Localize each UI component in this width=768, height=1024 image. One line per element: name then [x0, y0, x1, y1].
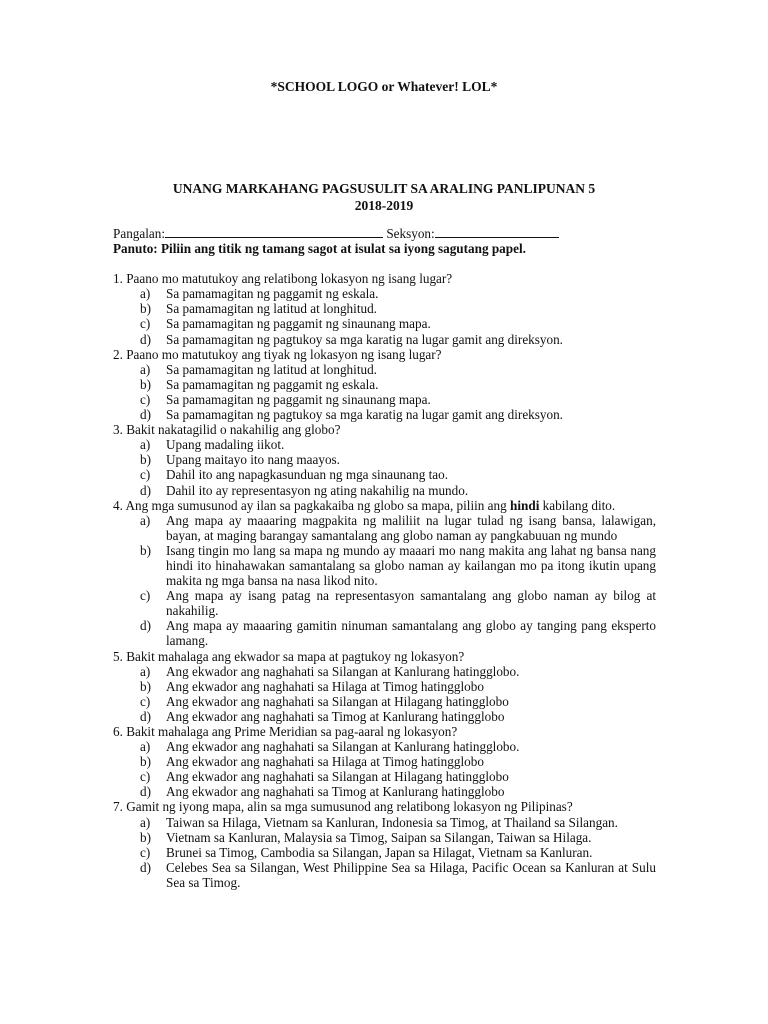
- option-letter: c): [140, 316, 151, 332]
- option-letter: a): [140, 512, 151, 528]
- option-letter: d): [140, 618, 151, 634]
- option-letter: d): [140, 784, 151, 800]
- option-letter: c): [140, 693, 151, 709]
- answer-option: [113, 316, 656, 331]
- answer-option: [113, 332, 656, 347]
- option-text: Taiwan sa Hilaga, Vietnam sa Kanluran, Indonesia sa Timog, at Thailand sa Silangan.: [166, 814, 618, 830]
- option-text: Ang ekwador ang naghahati sa Timog at Kanlurang hatingglobo: [166, 784, 505, 800]
- answer-option: [113, 769, 656, 784]
- option-text: Vietnam sa Kanluran, Malaysia sa Timog, Saipan sa Silangan, Taiwan sa Hilaga.: [166, 829, 592, 845]
- option-text: Brunei sa Timog, Cambodia sa Silangan, Japan sa Hilagat, Vietnam sa Kanluran.: [166, 844, 593, 860]
- answer-option: [113, 513, 656, 543]
- option-text: Sa pamamagitan ng paggamit ng sinaunang mapa.: [166, 391, 431, 407]
- question-2: 2. Paano mo matutukoy ang tiyak ng lokasyon ng isang lugar?: [113, 346, 442, 362]
- option-text: Ang ekwador ang naghahati sa Silangan at Kanlurang hatingglobo.: [166, 739, 520, 755]
- option-text: Ang mapa ay maaaring magpakita ng maliliit na lugar tulad ng isang bansa, lalawigan, bayan, at maging barangay samantalang ang globo naman ay pangkabuuan ng mundo: [166, 512, 656, 543]
- option-text: Celebes Sea sa Silangan, West Philippine Sea sa Hilaga, Pacific Ocean sa Kanluran at Sulu Sea sa Timog.: [166, 859, 656, 890]
- option-letter: d): [140, 407, 151, 423]
- option-letter: c): [140, 467, 151, 483]
- option-letter: b): [140, 678, 151, 694]
- option-text: Sa pamamagitan ng latitud at longhitud.: [166, 301, 377, 317]
- answer-option: [113, 860, 656, 890]
- question-4: [113, 498, 656, 513]
- option-text: Ang ekwador ang naghahati sa Silangan at Hilagang hatingglobo: [166, 693, 509, 709]
- question-1: 1. Paano mo matutukoy ang relatibong lokasyon ng isang lugar?: [113, 271, 453, 287]
- question-emphasis: hindi: [510, 497, 540, 513]
- answer-option: [113, 286, 656, 301]
- option-text: Isang tingin mo lang sa mapa ng mundo ay maaari mo nang makita ang lahat ng bansa nang hindi ito hinahawakan samantalang sa globo naman ay kailangan mo pa itong ikutin upang makita ng mga bansa na nasa likod nito.: [166, 542, 656, 589]
- option-text: Sa pamamagitan ng pagtukoy sa mga karatig na lugar gamit ang direksyon.: [166, 331, 563, 347]
- option-letter: b): [140, 829, 151, 845]
- option-text: Ang mapa ay isang patag na representasyon samantalang ang globo naman ay bilog at nakahilig.: [166, 588, 656, 619]
- exam-title: UNANG MARKAHANG PAGSUSULIT SA ARALING PANLIPUNAN 5: [172, 181, 596, 196]
- answer-option: [113, 407, 656, 422]
- answer-option: [113, 483, 656, 498]
- answer-option: [113, 754, 656, 769]
- answer-option: [113, 452, 656, 467]
- option-letter: d): [140, 331, 151, 347]
- option-letter: a): [140, 663, 151, 679]
- question-list: [113, 271, 656, 890]
- option-text: Ang ekwador ang naghahati sa Hilaga at Timog hatingglobo: [166, 678, 484, 694]
- answer-option: [113, 392, 656, 407]
- option-letter: b): [140, 542, 151, 558]
- option-letter: a): [140, 361, 151, 377]
- answer-option: [113, 467, 656, 482]
- option-text: Dahil ito ay representasyon ng ating nakahilig na mundo.: [166, 482, 469, 498]
- exam-body: [113, 226, 656, 890]
- answer-option: [113, 784, 656, 799]
- option-letter: c): [140, 588, 151, 604]
- option-text: Upang madaling iikot.: [166, 437, 285, 453]
- option-text: Ang ekwador ang naghahati sa Hilaga at Timog hatingglobo: [166, 754, 484, 770]
- question-7: 7. Gamit ng iyong mapa, alin sa mga sumusunod ang relatibong lokasyon ng Pilipinas?: [113, 799, 573, 815]
- answer-option: [113, 845, 656, 860]
- option-text: Sa pamamagitan ng paggamit ng eskala.: [166, 376, 379, 392]
- option-letter: b): [140, 301, 151, 317]
- answer-option: [113, 543, 656, 588]
- answer-option: [113, 362, 656, 377]
- answer-option: [113, 709, 656, 724]
- answer-option: [113, 664, 656, 679]
- answer-option: [113, 679, 656, 694]
- option-text: Ang ekwador ang naghahati sa Silangan at Hilagang hatingglobo: [166, 769, 509, 785]
- option-text: Upang maitayo ito nang maayos.: [166, 452, 340, 468]
- option-letter: b): [140, 452, 151, 468]
- question-text: 4. Ang mga sumusunod ay ilan sa pagkakaiba ng globo sa mapa, piliin ang: [113, 497, 507, 513]
- option-text: Sa pamamagitan ng pagtukoy sa mga karatig na lugar gamit ang direksyon.: [166, 407, 563, 423]
- answer-option: [113, 815, 656, 830]
- answer-option: [113, 588, 656, 618]
- option-text: Ang ekwador ang naghahati sa Silangan at Kanlurang hatingglobo.: [166, 663, 520, 679]
- answer-option: [113, 377, 656, 392]
- option-text: Sa pamamagitan ng paggamit ng sinaunang mapa.: [166, 316, 431, 332]
- name-blank[interactable]: [165, 226, 383, 238]
- spacer: [113, 256, 656, 271]
- answer-option: [113, 301, 656, 316]
- instructions: Panuto: Piliin ang titik ng tamang sagot at isulat sa iyong sagutang papel.: [113, 241, 526, 257]
- option-text: Ang mapa ay maaaring gamitin ninuman samantalang ang globo ay tanging pang eksperto lamang.: [166, 618, 656, 649]
- option-text: Sa pamamagitan ng latitud at longhitud.: [166, 361, 377, 377]
- option-letter: a): [140, 739, 151, 755]
- option-text: Ang ekwador ang naghahati sa Timog at Kanlurang hatingglobo: [166, 708, 505, 724]
- option-text: Dahil ito ang napagkasunduan ng mga sinaunang tao.: [166, 467, 448, 483]
- option-letter: d): [140, 482, 151, 498]
- option-letter: c): [140, 844, 151, 860]
- section-blank[interactable]: [435, 226, 559, 238]
- option-letter: c): [140, 769, 151, 785]
- school-year: 2018-2019: [354, 198, 414, 213]
- option-letter: d): [140, 708, 151, 724]
- school-logo-placeholder: *SCHOOL LOGO or Whatever! LOL*: [270, 79, 498, 94]
- answer-option: [113, 618, 656, 648]
- section-label: Seksyon:: [386, 226, 435, 241]
- question-text: kabilang dito.: [542, 497, 616, 513]
- option-letter: b): [140, 754, 151, 770]
- answer-option: [113, 830, 656, 845]
- question-6: 6. Bakit mahalaga ang Prime Meridian sa pag-aaral ng lokasyon?: [113, 724, 458, 739]
- answer-option: [113, 739, 656, 754]
- option-text: Sa pamamagitan ng paggamit ng eskala.: [166, 286, 379, 302]
- option-letter: a): [140, 437, 151, 453]
- answer-option: [113, 694, 656, 709]
- option-letter: d): [140, 859, 151, 875]
- name-section-line: [113, 226, 656, 241]
- option-letter: c): [140, 391, 151, 407]
- option-letter: a): [140, 814, 151, 830]
- question-3: 3. Bakit nakatagilid o nakahilig ang globo?: [113, 422, 341, 438]
- name-label: Pangalan:: [113, 226, 166, 241]
- question-5: 5. Bakit mahalaga ang ekwador sa mapa at pagtukoy ng lokasyon?: [113, 648, 465, 664]
- answer-option: [113, 437, 656, 452]
- option-letter: a): [140, 286, 151, 302]
- option-letter: b): [140, 376, 151, 392]
